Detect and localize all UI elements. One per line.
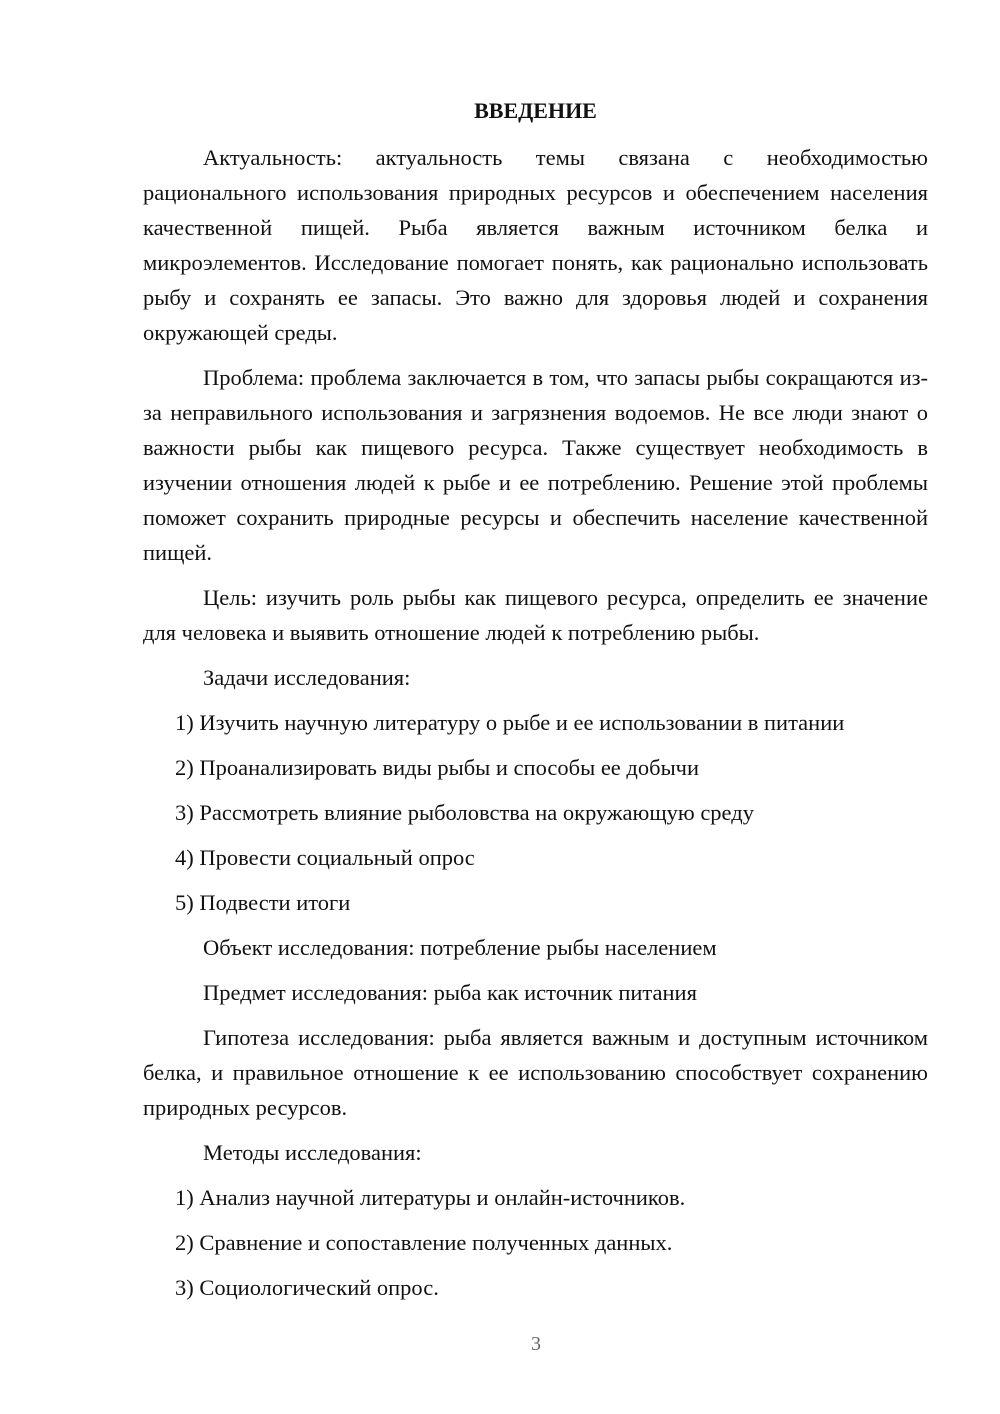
page-title: ВВЕДЕНИЕ — [474, 98, 597, 123]
object-line: Объект исследования: потребление рыбы населением — [203, 935, 717, 960]
list-item: 2) Проанализировать виды рыбы и способы ее добычи — [175, 755, 700, 780]
list-item: 3) Социологический опрос. — [175, 1275, 439, 1300]
methods-heading: Методы исследования: — [203, 1140, 422, 1165]
list-item: 5) Подвести итоги — [175, 890, 351, 915]
problem-paragraph: Проблема: проблема заключается в том, что запасы рыбы сокращаются из-за неправильного использования и загрязнения водоемов. Не все люди знают о важности рыбы как пищевого ресурса. Также существует необходимость в изучении отношения людей к рыбе и ее потреблению. Решение этой проблемы поможет сохранить природные ресурсы и обеспечить население качественной пищей. — [143, 365, 928, 565]
list-item: 1) Анализ научной литературы и онлайн-источников. — [175, 1185, 686, 1210]
page-content — [143, 94, 928, 1315]
tasks-heading: Задачи исследования: — [203, 665, 411, 690]
subject-line: Предмет исследования: рыба как источник питания — [203, 980, 697, 1005]
list-item: 2) Сравнение и сопоставление полученных данных. — [175, 1230, 673, 1255]
list-item: 3) Рассмотреть влияние рыболовства на окружающую среду — [175, 800, 754, 825]
list-item: 4) Провести социальный опрос — [175, 845, 475, 870]
relevance-paragraph: Актуальность: актуальность темы связана с необходимостью рационального использования природных ресурсов и обеспечением населения качественной пищей. Рыба является важным источником белка и микроэлементов. Исследование помогает понять, как рационально использовать рыбу и сохранять ее запасы. Это важно для здоровья людей и сохранения окружающей среды. — [143, 145, 928, 345]
page-number: 3 — [531, 1333, 541, 1355]
goal-paragraph: Цель: изучить роль рыбы как пищевого ресурса, определить ее значение для человека и выявить отношение людей к потреблению рыбы. — [143, 585, 928, 645]
hypothesis-paragraph: Гипотеза исследования: рыба является важным и доступным источником белка, и правильное отношение к ее использованию способствует сохранению природных ресурсов. — [143, 1025, 928, 1120]
tasks-list — [143, 705, 928, 920]
list-item: 1) Изучить научную литературу о рыбе и ее использовании в питании — [175, 710, 845, 735]
methods-list — [143, 1180, 928, 1305]
